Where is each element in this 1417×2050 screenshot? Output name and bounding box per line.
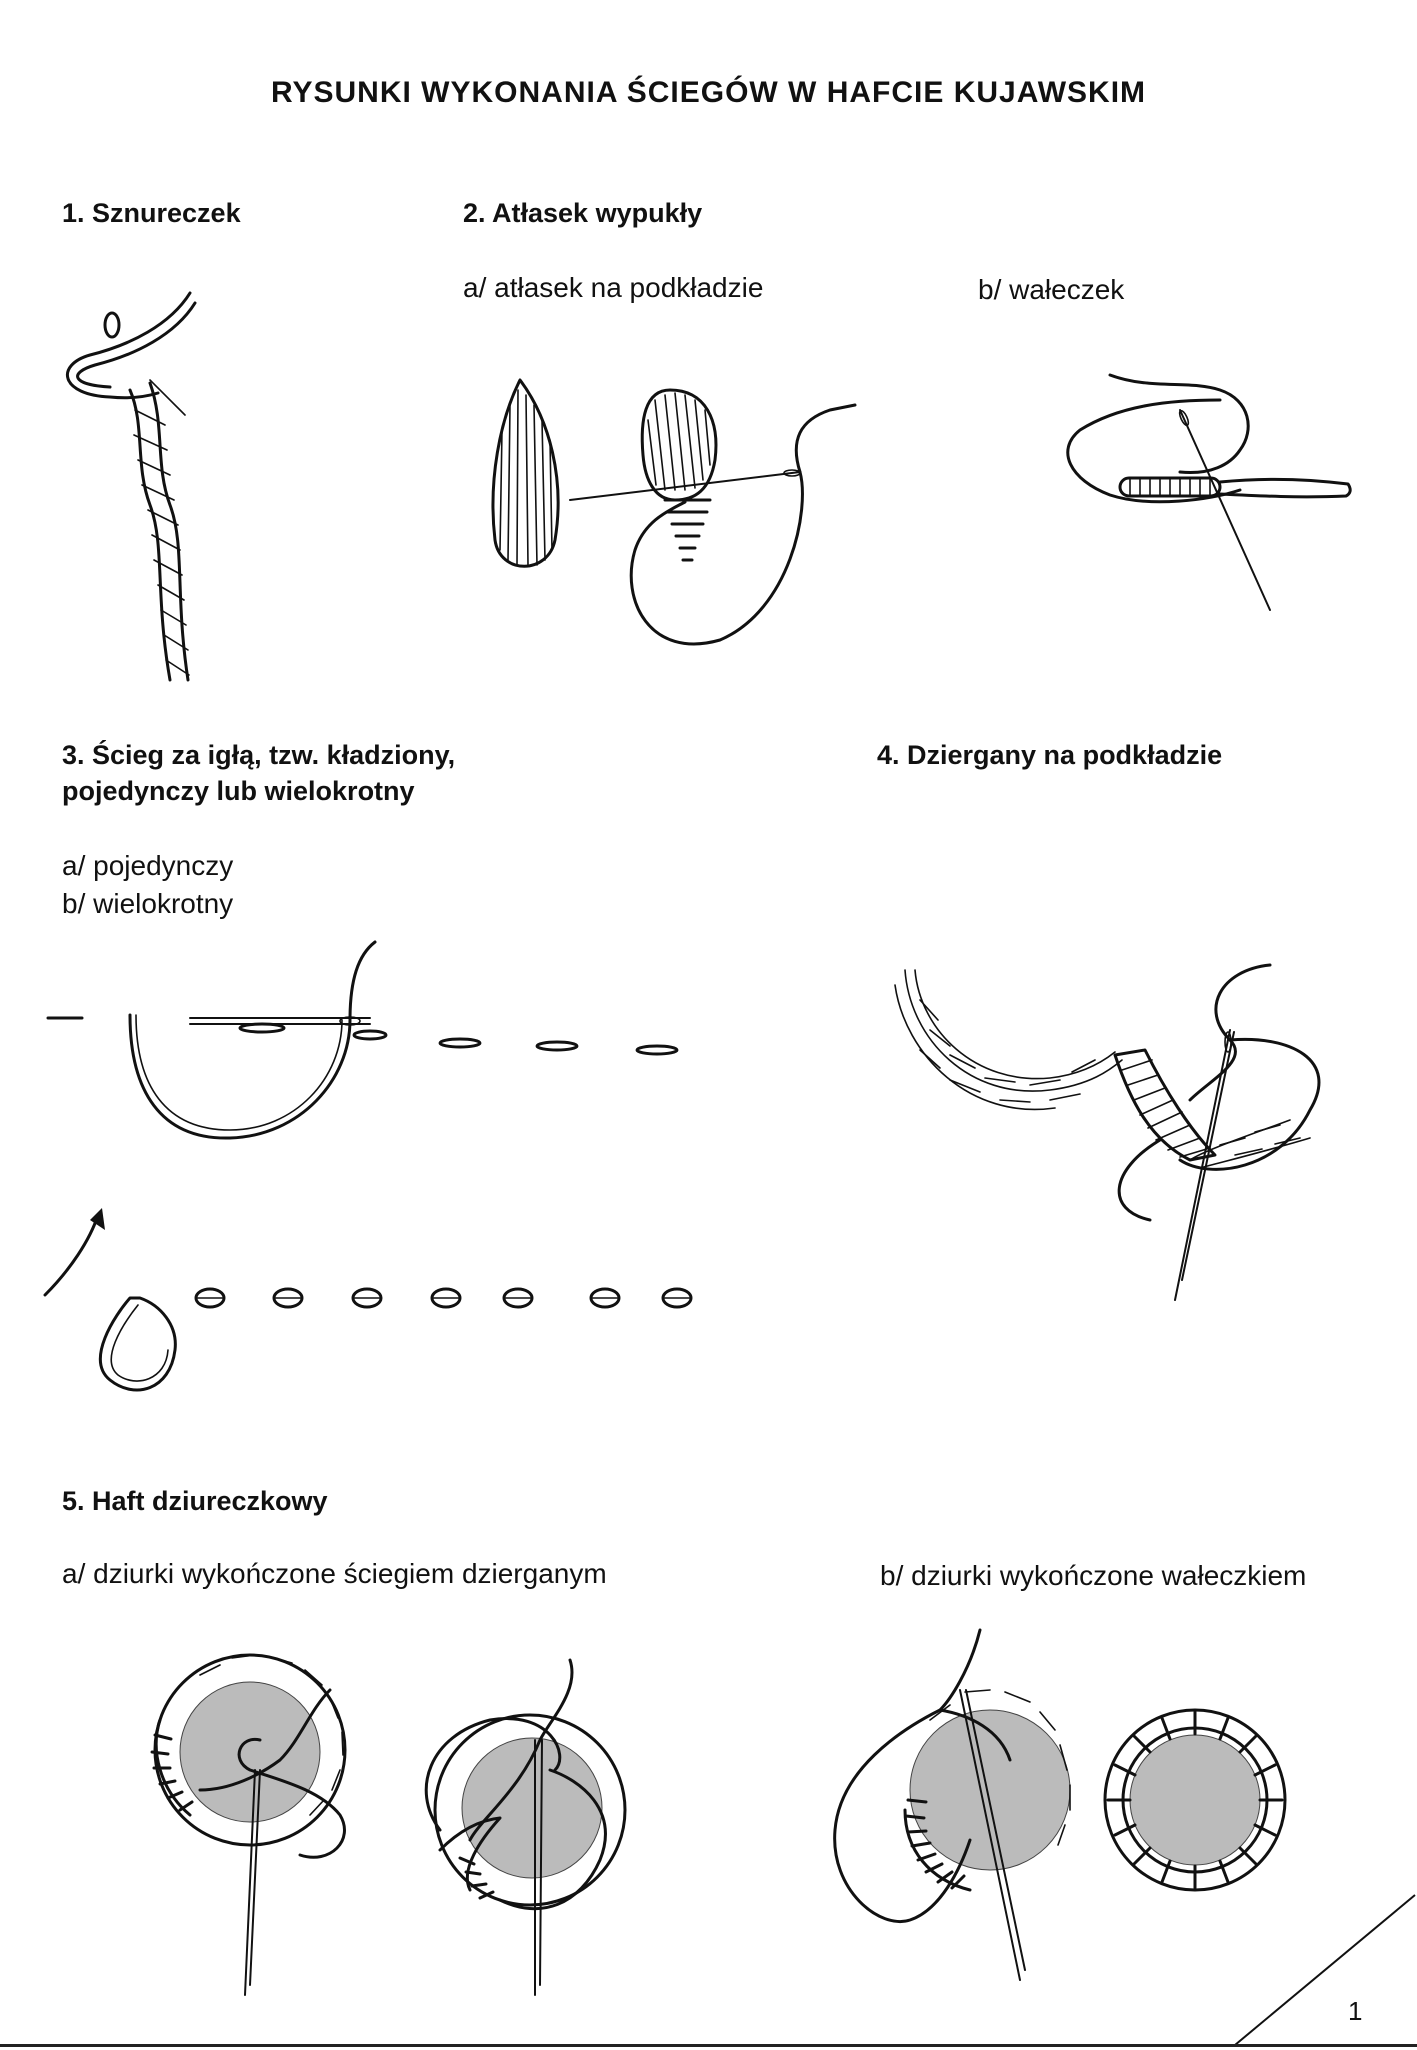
label-waleczek: b/ wałeczek [978,274,1125,305]
illustration-waleczek [1060,360,1360,620]
illustration-dziurki-waleczkiem [820,1620,1300,2000]
label-wielokrotny: b/ wielokrotny [62,888,234,919]
heading-scieg-za-igla-1: 3. Ścieg za igłą, tzw. kładziony, [62,740,456,770]
page-title: RYSUNKI WYKONANIA ŚCIEGÓW W HAFCIE KUJAWSKIM [270,76,1147,109]
heading-sznureczek: 1. Sznureczek [62,198,241,228]
illustration-dziurki-dziergane [140,1640,700,2020]
page-number: 1 [1348,1996,1363,2026]
heading-dziergany-na-podkladzie: 4. Dziergany na podkładzie [877,740,1223,770]
illustration-atlasek-na-podkladzie [470,360,870,660]
heading-atlasek-wypukly: 2. Atłasek wypukły [463,198,703,228]
illustration-dziergany [890,960,1350,1320]
label-atlasek-na-podkladzie: a/ atłasek na podkładzie [463,272,764,303]
label-pojedynczy: a/ pojedynczy [62,850,234,881]
page-corner-fold [1230,1890,1417,2050]
illustration-scieg-za-igla [40,940,720,1400]
bottom-rule [0,2044,1417,2047]
label-dziurki-dzierganym: a/ dziurki wykończone ściegiem dzierganym [62,1558,607,1589]
heading-haft-dziureczkowy: 5. Haft dziureczkowy [62,1486,328,1516]
heading-scieg-za-igla-2: pojedynczy lub wielokrotny [62,776,415,806]
label-dziurki-waleczkiem: b/ dziurki wykończone wałeczkiem [880,1560,1307,1591]
illustration-sznureczek [50,285,220,685]
